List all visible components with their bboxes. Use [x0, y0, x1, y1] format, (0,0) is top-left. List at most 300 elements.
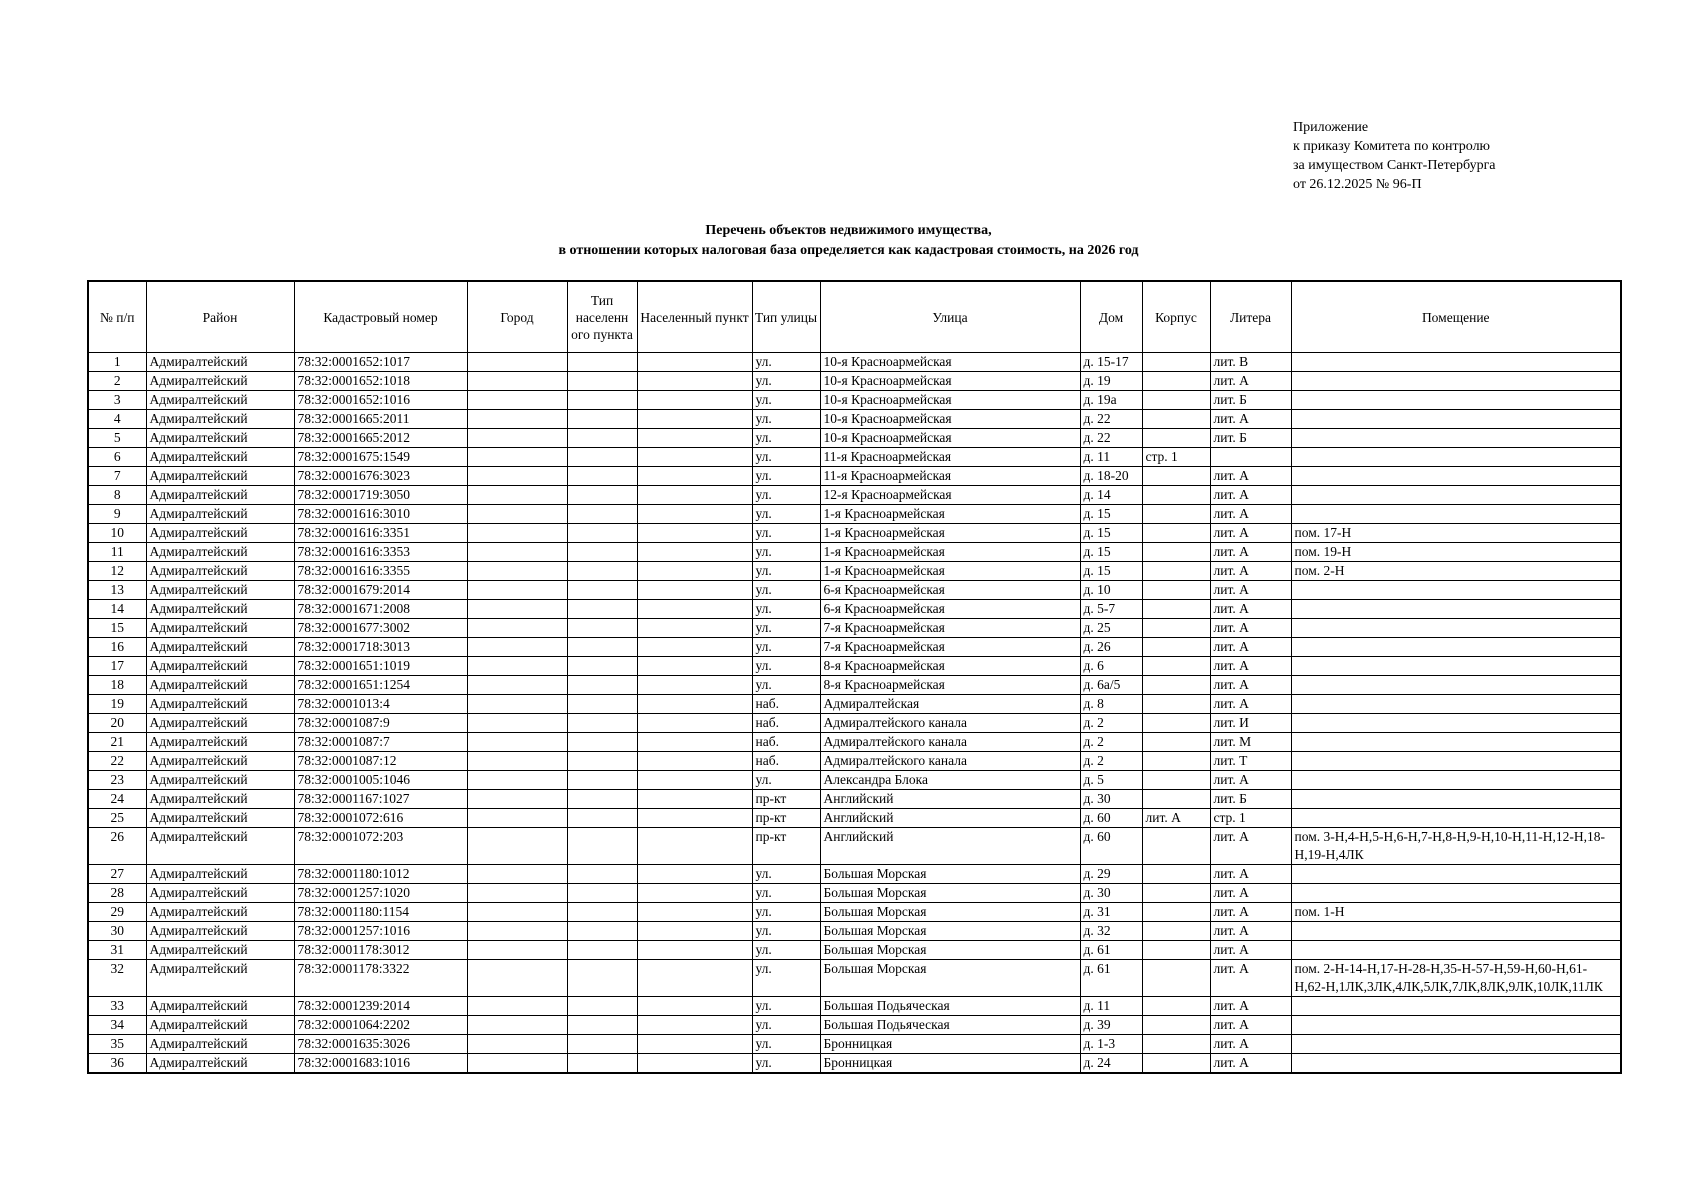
cell-number: 29	[88, 903, 146, 922]
cell-street-type: ул.	[752, 1016, 820, 1035]
cell-street-type: ул.	[752, 467, 820, 486]
cell-settlement	[637, 790, 752, 809]
cell-building	[1142, 828, 1210, 865]
cell-settlement	[637, 695, 752, 714]
table-row	[88, 676, 1621, 695]
cell-house: д. 39	[1080, 1016, 1142, 1035]
cell-house: д. 6	[1080, 657, 1142, 676]
cell-premises	[1291, 922, 1621, 941]
table-row	[88, 391, 1621, 410]
cell-settlement-type	[567, 809, 637, 828]
cell-building	[1142, 505, 1210, 524]
cell-street-type: ул.	[752, 1054, 820, 1074]
cell-settlement-type	[567, 714, 637, 733]
cell-city	[467, 543, 567, 562]
cell-cadastral-number: 78:32:0001005:1046	[294, 771, 467, 790]
cell-street-type: пр-кт	[752, 809, 820, 828]
cell-cadastral-number: 78:32:0001257:1020	[294, 884, 467, 903]
table-row	[88, 1054, 1621, 1074]
cell-city	[467, 372, 567, 391]
cell-number: 11	[88, 543, 146, 562]
cell-premises	[1291, 997, 1621, 1016]
cell-cadastral-number: 78:32:0001652:1016	[294, 391, 467, 410]
cell-cadastral-number: 78:32:0001178:3322	[294, 960, 467, 997]
table-body	[88, 353, 1621, 1074]
cell-settlement	[637, 733, 752, 752]
cell-cadastral-number: 78:32:0001257:1016	[294, 922, 467, 941]
cell-building	[1142, 1016, 1210, 1035]
cell-building	[1142, 429, 1210, 448]
cell-settlement	[637, 1035, 752, 1054]
cell-letter: лит. А	[1210, 486, 1291, 505]
cell-premises	[1291, 809, 1621, 828]
cell-letter: лит. В	[1210, 353, 1291, 372]
cell-city	[467, 486, 567, 505]
cell-city	[467, 695, 567, 714]
cell-settlement	[637, 486, 752, 505]
cell-building	[1142, 903, 1210, 922]
cell-district: Адмиралтейский	[146, 429, 294, 448]
cell-number: 35	[88, 1035, 146, 1054]
table-row	[88, 884, 1621, 903]
cell-street: Английский	[820, 790, 1080, 809]
cell-house: д. 6а/5	[1080, 676, 1142, 695]
cell-building	[1142, 922, 1210, 941]
cell-letter: лит. А	[1210, 372, 1291, 391]
header-letter: Литера	[1210, 281, 1291, 353]
cell-settlement-type	[567, 676, 637, 695]
cell-cadastral-number: 78:32:0001087:12	[294, 752, 467, 771]
cell-street: 10-я Красноармейская	[820, 429, 1080, 448]
table-row	[88, 771, 1621, 790]
cell-letter: лит. Б	[1210, 429, 1291, 448]
cell-street: 1-я Красноармейская	[820, 562, 1080, 581]
cell-letter: лит. А	[1210, 581, 1291, 600]
table-row	[88, 752, 1621, 771]
cell-house: д. 31	[1080, 903, 1142, 922]
cell-street: Большая Морская	[820, 865, 1080, 884]
cell-letter: лит. А	[1210, 922, 1291, 941]
cell-number: 9	[88, 505, 146, 524]
cell-settlement-type	[567, 391, 637, 410]
cell-premises	[1291, 771, 1621, 790]
cell-number: 22	[88, 752, 146, 771]
cell-premises	[1291, 353, 1621, 372]
cell-cadastral-number: 78:32:0001679:2014	[294, 581, 467, 600]
cell-settlement	[637, 960, 752, 997]
cell-district: Адмиралтейский	[146, 714, 294, 733]
cell-number: 32	[88, 960, 146, 997]
cell-street-type: ул.	[752, 562, 820, 581]
cell-street: Большая Морская	[820, 903, 1080, 922]
attachment-line: от 26.12.2025 № 96-П	[1293, 177, 1422, 192]
cell-street: Адмиралтейская	[820, 695, 1080, 714]
cell-house: д. 10	[1080, 581, 1142, 600]
cell-settlement	[637, 619, 752, 638]
table-row	[88, 600, 1621, 619]
cell-settlement	[637, 1054, 752, 1074]
cell-settlement-type	[567, 771, 637, 790]
cell-number: 10	[88, 524, 146, 543]
cell-premises	[1291, 410, 1621, 429]
cell-city	[467, 997, 567, 1016]
cell-house: д. 11	[1080, 997, 1142, 1016]
cell-district: Адмиралтейский	[146, 543, 294, 562]
attachment-line: к приказу Комитета по контролю	[1293, 139, 1491, 154]
cell-building	[1142, 790, 1210, 809]
cell-cadastral-number: 78:32:0001665:2012	[294, 429, 467, 448]
header-premises: Помещение	[1291, 281, 1621, 353]
cell-street-type: ул.	[752, 543, 820, 562]
cell-cadastral-number: 78:32:0001178:3012	[294, 941, 467, 960]
cell-building	[1142, 638, 1210, 657]
table-row	[88, 1035, 1621, 1054]
cell-house: д. 22	[1080, 410, 1142, 429]
cell-street: 7-я Красноармейская	[820, 619, 1080, 638]
cell-number: 8	[88, 486, 146, 505]
cell-district: Адмиралтейский	[146, 941, 294, 960]
cell-street-type: ул.	[752, 771, 820, 790]
cell-settlement-type	[567, 1054, 637, 1074]
cell-house: д. 15	[1080, 562, 1142, 581]
table-row	[88, 733, 1621, 752]
cell-settlement	[637, 391, 752, 410]
cell-street-type: ул.	[752, 410, 820, 429]
cell-cadastral-number: 78:32:0001180:1154	[294, 903, 467, 922]
cell-house: д. 32	[1080, 922, 1142, 941]
cell-street-type: пр-кт	[752, 790, 820, 809]
cell-premises: пом. 19-Н	[1291, 543, 1621, 562]
cell-number: 27	[88, 865, 146, 884]
cell-building	[1142, 467, 1210, 486]
cell-settlement-type	[567, 960, 637, 997]
cell-settlement	[637, 922, 752, 941]
cell-cadastral-number: 78:32:0001652:1018	[294, 372, 467, 391]
cell-letter: лит. А	[1210, 903, 1291, 922]
header-house: Дом	[1080, 281, 1142, 353]
cell-premises	[1291, 733, 1621, 752]
cell-building	[1142, 865, 1210, 884]
cell-letter: лит. А	[1210, 676, 1291, 695]
cell-street: 1-я Красноармейская	[820, 524, 1080, 543]
cell-letter: лит. Б	[1210, 790, 1291, 809]
cell-letter: лит. А	[1210, 562, 1291, 581]
cell-cadastral-number: 78:32:0001616:3355	[294, 562, 467, 581]
cell-settlement-type	[567, 505, 637, 524]
cell-building	[1142, 657, 1210, 676]
cell-street-type: ул.	[752, 372, 820, 391]
cell-settlement-type	[567, 543, 637, 562]
cell-street: Большая Морская	[820, 941, 1080, 960]
cell-street-type: ул.	[752, 941, 820, 960]
cell-premises	[1291, 714, 1621, 733]
cell-city	[467, 619, 567, 638]
cell-street: Большая Подьяческая	[820, 1016, 1080, 1035]
cell-street-type: ул.	[752, 638, 820, 657]
cell-street: 6-я Красноармейская	[820, 581, 1080, 600]
cell-city	[467, 922, 567, 941]
cell-district: Адмиралтейский	[146, 1035, 294, 1054]
cell-cadastral-number: 78:32:0001675:1549	[294, 448, 467, 467]
cell-street: Английский	[820, 828, 1080, 865]
document-title	[0, 221, 1697, 261]
cell-settlement-type	[567, 467, 637, 486]
cell-settlement	[637, 676, 752, 695]
cell-building	[1142, 543, 1210, 562]
cell-settlement	[637, 657, 752, 676]
cell-street-type: ул.	[752, 997, 820, 1016]
cell-cadastral-number: 78:32:0001087:7	[294, 733, 467, 752]
cell-street: Адмиралтейского канала	[820, 752, 1080, 771]
cell-premises	[1291, 676, 1621, 695]
cell-building	[1142, 960, 1210, 997]
cell-settlement	[637, 638, 752, 657]
header-street: Улица	[820, 281, 1080, 353]
cell-premises: пом. 2-Н	[1291, 562, 1621, 581]
cell-cadastral-number: 78:32:0001651:1254	[294, 676, 467, 695]
cell-city	[467, 524, 567, 543]
header-district: Район	[146, 281, 294, 353]
cell-district: Адмиралтейский	[146, 884, 294, 903]
cell-premises	[1291, 657, 1621, 676]
cell-street: Адмиралтейского канала	[820, 714, 1080, 733]
cell-premises: пом. 2-Н-14-Н,17-Н-28-Н,35-Н-57-Н,59-Н,60-Н,61-Н,62-Н,1ЛК,3ЛК,4ЛК,5ЛК,7ЛК,8ЛК,9ЛК,10ЛК,11ЛК	[1291, 960, 1621, 997]
cell-street: Александра Блока	[820, 771, 1080, 790]
cell-city	[467, 752, 567, 771]
table-row	[88, 581, 1621, 600]
cell-settlement	[637, 600, 752, 619]
cell-cadastral-number: 78:32:0001013:4	[294, 695, 467, 714]
cell-house: д. 18-20	[1080, 467, 1142, 486]
cell-city	[467, 790, 567, 809]
cell-number: 13	[88, 581, 146, 600]
cell-settlement	[637, 997, 752, 1016]
cell-number: 12	[88, 562, 146, 581]
cell-letter: лит. И	[1210, 714, 1291, 733]
cell-settlement	[637, 448, 752, 467]
cell-settlement	[637, 410, 752, 429]
cell-settlement	[637, 752, 752, 771]
cell-number: 20	[88, 714, 146, 733]
cell-street-type: ул.	[752, 429, 820, 448]
cell-settlement-type	[567, 448, 637, 467]
cell-number: 1	[88, 353, 146, 372]
cell-settlement-type	[567, 619, 637, 638]
cell-house: д. 15	[1080, 505, 1142, 524]
cell-district: Адмиралтейский	[146, 372, 294, 391]
cell-building	[1142, 733, 1210, 752]
cell-premises: пом. 1-Н	[1291, 903, 1621, 922]
cell-district: Адмиралтейский	[146, 733, 294, 752]
cell-letter: лит. А	[1210, 505, 1291, 524]
cell-street-type: ул.	[752, 448, 820, 467]
cell-premises	[1291, 1035, 1621, 1054]
table-row	[88, 903, 1621, 922]
cell-building	[1142, 884, 1210, 903]
cell-settlement	[637, 903, 752, 922]
cell-house: д. 24	[1080, 1054, 1142, 1074]
cell-settlement-type	[567, 997, 637, 1016]
cell-letter: лит. А	[1210, 997, 1291, 1016]
table-row	[88, 448, 1621, 467]
cell-settlement	[637, 865, 752, 884]
cell-district: Адмиралтейский	[146, 960, 294, 997]
cell-settlement-type	[567, 486, 637, 505]
cell-city	[467, 429, 567, 448]
cell-street-type: ул.	[752, 657, 820, 676]
table-row	[88, 941, 1621, 960]
table-row	[88, 828, 1621, 865]
cell-district: Адмиралтейский	[146, 410, 294, 429]
cell-premises	[1291, 1016, 1621, 1035]
table-row	[88, 543, 1621, 562]
cell-cadastral-number: 78:32:0001651:1019	[294, 657, 467, 676]
cell-building	[1142, 581, 1210, 600]
cell-premises	[1291, 391, 1621, 410]
cell-street-type: ул.	[752, 600, 820, 619]
cell-street-type: ул.	[752, 922, 820, 941]
cell-street-type: ул.	[752, 505, 820, 524]
cell-premises: пом. 17-Н	[1291, 524, 1621, 543]
cell-cadastral-number: 78:32:0001087:9	[294, 714, 467, 733]
cell-cadastral-number: 78:32:0001635:3026	[294, 1035, 467, 1054]
cell-premises	[1291, 600, 1621, 619]
cell-house: д. 26	[1080, 638, 1142, 657]
cell-district: Адмиралтейский	[146, 752, 294, 771]
cell-district: Адмиралтейский	[146, 353, 294, 372]
cell-settlement	[637, 353, 752, 372]
cell-street: 10-я Красноармейская	[820, 391, 1080, 410]
cell-street-type: ул.	[752, 903, 820, 922]
cell-cadastral-number: 78:32:0001072:203	[294, 828, 467, 865]
cell-settlement-type	[567, 922, 637, 941]
table-row	[88, 809, 1621, 828]
cell-street: Большая Подьяческая	[820, 997, 1080, 1016]
cell-settlement	[637, 372, 752, 391]
cell-settlement	[637, 543, 752, 562]
cell-settlement-type	[567, 524, 637, 543]
cell-letter: лит. А	[1210, 657, 1291, 676]
cell-building: лит. А	[1142, 809, 1210, 828]
cell-building	[1142, 1035, 1210, 1054]
cell-city	[467, 676, 567, 695]
cell-street: 12-я Красноармейская	[820, 486, 1080, 505]
cell-premises: пом. 3-Н,4-Н,5-Н,6-Н,7-Н,8-Н,9-Н,10-Н,11-Н,12-Н,18-Н,19-Н,4ЛК	[1291, 828, 1621, 865]
cell-settlement-type	[567, 884, 637, 903]
table-header-row	[88, 281, 1621, 353]
cell-house: д. 60	[1080, 828, 1142, 865]
cell-house: д. 25	[1080, 619, 1142, 638]
cell-house: д. 2	[1080, 752, 1142, 771]
cell-street: 10-я Красноармейская	[820, 372, 1080, 391]
cell-house: д. 8	[1080, 695, 1142, 714]
cell-house: д. 15	[1080, 524, 1142, 543]
cell-house: д. 29	[1080, 865, 1142, 884]
cell-street-type: наб.	[752, 695, 820, 714]
cell-number: 30	[88, 922, 146, 941]
cell-letter: лит. А	[1210, 771, 1291, 790]
cell-street: Бронницкая	[820, 1054, 1080, 1074]
cell-building	[1142, 410, 1210, 429]
cell-city	[467, 581, 567, 600]
cell-district: Адмиралтейский	[146, 562, 294, 581]
table-row	[88, 638, 1621, 657]
cell-number: 17	[88, 657, 146, 676]
cell-number: 3	[88, 391, 146, 410]
cell-settlement-type	[567, 941, 637, 960]
cell-city	[467, 1035, 567, 1054]
cell-building	[1142, 997, 1210, 1016]
cell-street: 1-я Красноармейская	[820, 505, 1080, 524]
cell-street: 10-я Красноармейская	[820, 353, 1080, 372]
cell-number: 2	[88, 372, 146, 391]
cell-street: Адмиралтейского канала	[820, 733, 1080, 752]
cell-number: 14	[88, 600, 146, 619]
cell-building	[1142, 676, 1210, 695]
cell-street-type: ул.	[752, 865, 820, 884]
cell-street-type: пр-кт	[752, 828, 820, 865]
cell-street: Бронницкая	[820, 1035, 1080, 1054]
attachment-line: за имуществом Санкт-Петербурга	[1293, 158, 1496, 173]
table-row	[88, 1016, 1621, 1035]
cell-cadastral-number: 78:32:0001616:3351	[294, 524, 467, 543]
table-row	[88, 790, 1621, 809]
cell-letter: лит. А	[1210, 543, 1291, 562]
cell-settlement-type	[567, 790, 637, 809]
cell-letter: лит. Т	[1210, 752, 1291, 771]
cell-cadastral-number: 78:32:0001677:3002	[294, 619, 467, 638]
cell-street-type: ул.	[752, 676, 820, 695]
cell-cadastral-number: 78:32:0001683:1016	[294, 1054, 467, 1074]
cell-district: Адмиралтейский	[146, 600, 294, 619]
cell-premises	[1291, 467, 1621, 486]
cell-settlement	[637, 429, 752, 448]
cell-street: Большая Морская	[820, 960, 1080, 997]
cell-premises	[1291, 581, 1621, 600]
cell-building	[1142, 372, 1210, 391]
cell-number: 26	[88, 828, 146, 865]
cell-premises	[1291, 486, 1621, 505]
cell-letter: лит. А	[1210, 619, 1291, 638]
cell-district: Адмиралтейский	[146, 524, 294, 543]
cell-city	[467, 960, 567, 997]
cell-street-type: ул.	[752, 884, 820, 903]
cell-house: д. 2	[1080, 714, 1142, 733]
cell-letter: лит. А	[1210, 1016, 1291, 1035]
cell-street-type: ул.	[752, 1035, 820, 1054]
table-row	[88, 467, 1621, 486]
cell-building	[1142, 752, 1210, 771]
cell-settlement-type	[567, 1016, 637, 1035]
cell-number: 24	[88, 790, 146, 809]
cell-house: д. 61	[1080, 960, 1142, 997]
cell-letter: стр. 1	[1210, 809, 1291, 828]
cell-settlement-type	[567, 657, 637, 676]
cell-settlement-type	[567, 695, 637, 714]
table-row	[88, 619, 1621, 638]
cell-number: 5	[88, 429, 146, 448]
cell-district: Адмиралтейский	[146, 1054, 294, 1074]
cell-settlement	[637, 884, 752, 903]
cell-building	[1142, 771, 1210, 790]
cell-cadastral-number: 78:32:0001652:1017	[294, 353, 467, 372]
cell-street-type: ул.	[752, 524, 820, 543]
cell-district: Адмиралтейский	[146, 809, 294, 828]
cell-settlement-type	[567, 752, 637, 771]
cell-settlement-type	[567, 865, 637, 884]
cell-city	[467, 391, 567, 410]
cell-house: д. 19а	[1080, 391, 1142, 410]
